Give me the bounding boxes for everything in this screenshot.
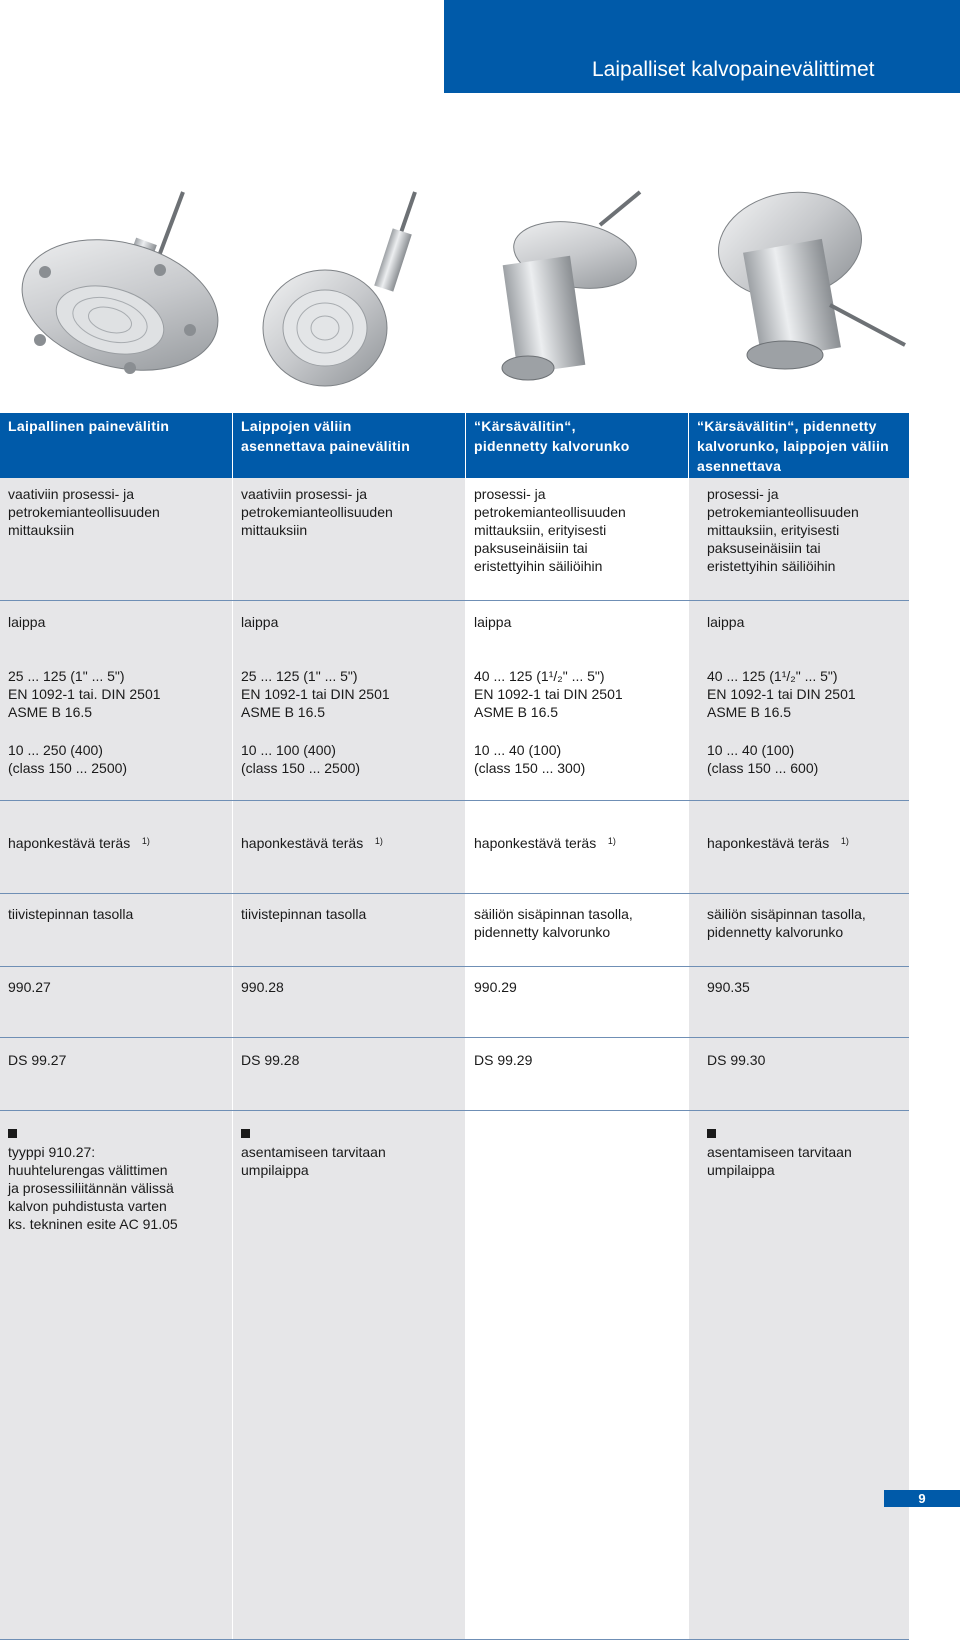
- product-image-990-29: [502, 192, 642, 380]
- note-text-2: asentamiseen tarvitaan umpilaippa: [241, 1144, 386, 1178]
- size-3: 40 ... 125 (1¹/₂" ... 5") EN 1092-1 tai DIN 2501 ASME B 16.5: [474, 668, 623, 720]
- row-divider: [0, 600, 909, 601]
- row-divider: [0, 893, 909, 894]
- application-4: prosessi- ja petrokemianteollisuuden mittauksiin, erityisesti paksuseinäisiin tai eristettyihin säiliöihin: [707, 486, 859, 574]
- connection-2: laippa: [241, 614, 279, 630]
- row-divider: [0, 966, 909, 967]
- product-image-990-27: [7, 192, 232, 391]
- size-1: 25 ... 125 (1" ... 5") EN 1092-1 tai. DIN 2501 ASME B 16.5: [8, 668, 161, 720]
- product-image-990-35: [710, 181, 905, 369]
- column-bg-1: [0, 413, 232, 1639]
- note-text-4: asentamiseen tarvitaan umpilaippa: [707, 1144, 852, 1178]
- connection-3: laippa: [474, 614, 512, 630]
- connection-4: laippa: [707, 614, 745, 630]
- mounting-3: säiliön sisäpinnan tasolla, pidennetty kalvorunko: [474, 906, 633, 940]
- mounting-2: tiivistepinnan tasolla: [241, 906, 367, 922]
- pressure-3: 10 ... 40 (100) (class 150 ... 300): [474, 742, 586, 776]
- column-bg-2-fill: [233, 413, 465, 1639]
- column-header-3: [466, 413, 688, 478]
- datasheet-2: DS 99.28: [241, 1052, 300, 1068]
- model-2: 990.28: [241, 979, 284, 995]
- row-divider: [0, 1110, 909, 1111]
- note-2: [233, 1125, 465, 1179]
- model-3: 990.29: [474, 979, 517, 995]
- application-2: vaativiin prosessi- ja petrokemianteollisuuden mittauksiin: [241, 486, 393, 538]
- material-3: [466, 814, 688, 852]
- note-text-1: tyyppi 910.27: huuhtelurengas välittimen ja prosessiliitännän välissä kalvon puhdistusta varten ks. tekninen esite AC 91.05: [8, 1144, 178, 1232]
- material-1: [0, 814, 232, 852]
- connection-1: laippa: [8, 614, 46, 630]
- note-4: [699, 1125, 909, 1179]
- material-footnote-4: 1): [840, 836, 849, 846]
- mounting-4: säiliön sisäpinnan tasolla, pidennetty kalvorunko: [707, 906, 866, 940]
- datasheet-3: DS 99.29: [474, 1052, 533, 1068]
- application-3: prosessi- ja petrokemianteollisuuden mittauksiin, erityisesti paksuseinäisiin tai eristettyihin säiliöihin: [474, 486, 626, 574]
- size-4: 40 ... 125 (1¹/₂" ... 5") EN 1092-1 tai DIN 2501 ASME B 16.5: [707, 668, 856, 720]
- page-number: 9: [884, 1490, 960, 1507]
- note-1: [0, 1125, 232, 1233]
- mounting-1: tiivistepinnan tasolla: [8, 906, 134, 922]
- application-1: vaativiin prosessi- ja petrokemianteollisuuden mittauksiin: [8, 486, 160, 538]
- header-blank: [0, 0, 441, 93]
- model-1: 990.27: [8, 979, 51, 995]
- column-bg-4: [689, 413, 909, 1639]
- column-bg-3-fill2: [466, 413, 688, 1639]
- material-footnote-2: 1): [374, 836, 383, 846]
- material-footnote-1: 1): [141, 836, 150, 846]
- model-4: 990.35: [707, 979, 750, 995]
- material-text-3: haponkestävä teräs: [474, 835, 597, 851]
- material-4: [699, 814, 909, 852]
- pressure-1: 10 ... 250 (400) (class 150 ... 2500): [8, 742, 128, 776]
- material-text-1: haponkestävä teräs: [8, 835, 131, 851]
- product-images: [0, 180, 960, 400]
- material-text-2: haponkestävä teräs: [241, 835, 364, 851]
- column-title-1: Laipallinen painevälitin: [8, 418, 170, 434]
- pressure-4: 10 ... 40 (100) (class 150 ... 600): [707, 742, 819, 776]
- datasheet-4: DS 99.30: [707, 1052, 766, 1068]
- datasheet-1: DS 99.27: [8, 1052, 67, 1068]
- row-divider: [0, 1037, 909, 1038]
- column-header-2: [233, 413, 465, 478]
- product-image-990-28: [263, 192, 415, 386]
- material-text-4: haponkestävä teräs: [707, 835, 830, 851]
- column-header-1: [0, 413, 232, 478]
- material-2: [233, 814, 465, 852]
- column-title-3: “Kärsävälitin“, pidennetty kalvorunko: [474, 418, 630, 454]
- page-title: Laipalliset kalvopainevälittimet: [592, 58, 875, 81]
- material-footnote-3: 1): [607, 836, 616, 846]
- size-2: 25 ... 125 (1" ... 5") EN 1092-1 tai DIN 2501 ASME B 16.5: [241, 668, 390, 720]
- column-header-4: [689, 413, 909, 478]
- column-title-4: “Kärsävälitin“, pidennetty kalvorunko, laippojen väliin asennettava: [697, 418, 889, 474]
- column-title-2: Laippojen väliin asennettava painevälitin: [241, 418, 411, 454]
- pressure-2: 10 ... 100 (400) (class 150 ... 2500): [241, 742, 361, 776]
- row-divider: [0, 800, 909, 801]
